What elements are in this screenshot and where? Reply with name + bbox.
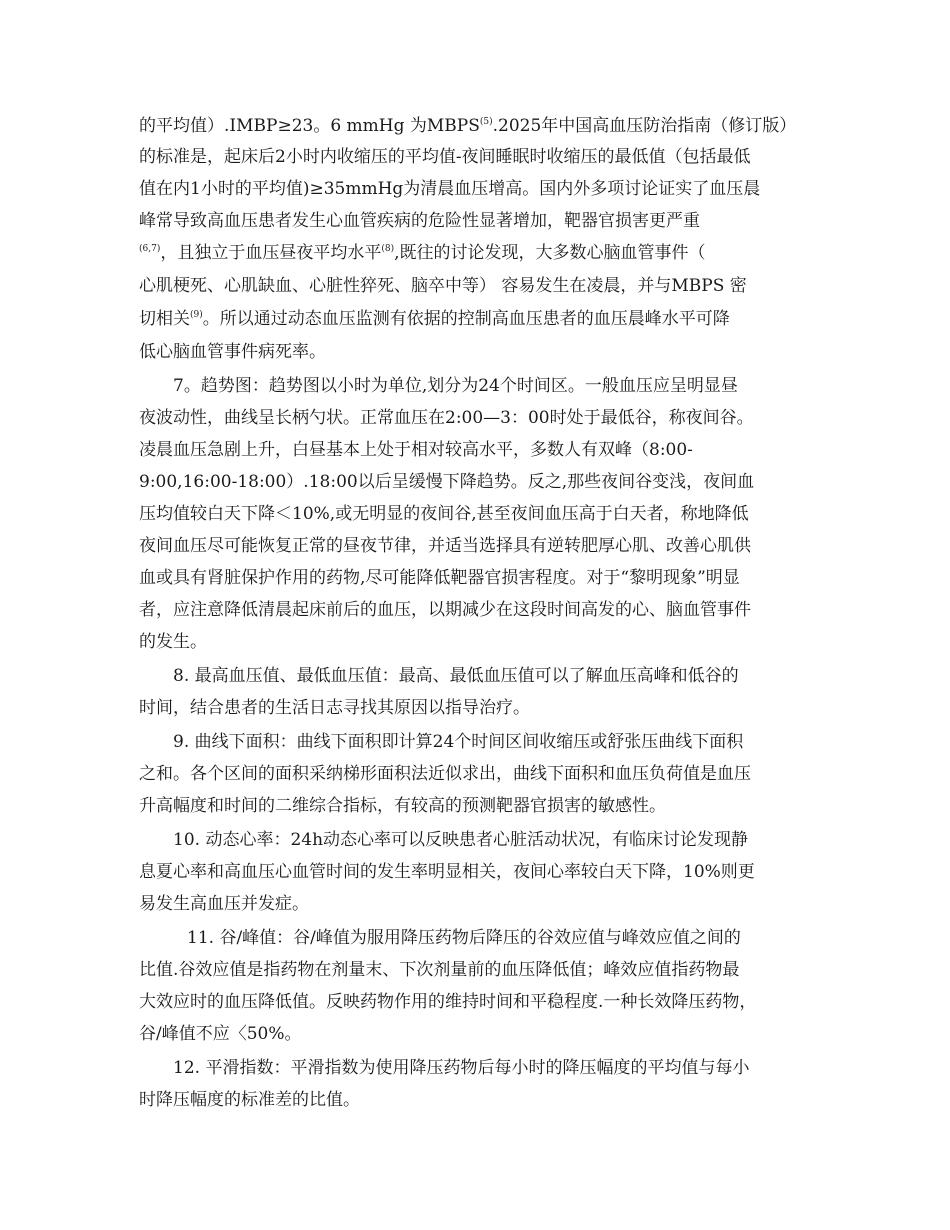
citation-ref: (6,7): [139, 244, 161, 254]
text-line: 大效应时的血压降低值。反映药物作用的维持时间和平稳程度.一种长效降压药物，: [139, 992, 757, 1012]
text-line: 时降压幅度的标准差的比值。: [139, 1090, 360, 1110]
text-line: 值在内1小时的平均值)≥35mmHg为清晨血压增高。国内外多项讨论证实了血压晨: [139, 179, 761, 199]
text-line: 凌晨血压急剧上升，白昼基本上处于相对较高水平，多数人有双峰（8:00-: [139, 440, 693, 460]
text-line: 血或具有肾脏保护作用的药物,尽可能降低靶器官损害程度。对于“黎明现象”明显: [139, 568, 740, 588]
text-line: 心肌梗死、心肌缺血、心脏性猝死、脑卒中等） 容易发生在凌晨，并与MBPS 密: [139, 276, 747, 296]
text-line: $^{(6,7)}$，且独立于血压昼夜平均水平$^{(8)}$,既往的讨论发现，大多数心脑血管事件（: [139, 243, 706, 263]
text-line: 的发生。: [139, 632, 207, 652]
text-line: 之和。各个区间的面积采纳梯形面积法近似求出，曲线下面积和血压负荷值是血压: [139, 764, 751, 784]
text-line: 时间，结合患者的生活日志寻找其原因以指导治疗。: [139, 698, 530, 718]
paragraph-start-10: 10. 动态心率：24h动态心率可以反映患者心脏活动状况，有临床讨论发现静: [173, 830, 749, 850]
text-line: 9:00,16:00-18:00）.18:00以后呈缓慢下降趋势。反之,那些夜间谷变浅，夜间血: [139, 472, 755, 492]
citation-ref: (8): [381, 244, 395, 254]
paragraph-start-9: 9. 曲线下面积：曲线下面积即计算24个时间区间收缩压或舒张压曲线下面积: [173, 732, 744, 752]
paragraph-start-7: 7。趋势图：趋势图以小时为单位,划分为24个时间区。一般血压应呈明显昼: [173, 376, 738, 396]
text-line: 压均值较白天下降＜10%,或无明显的夜间谷,甚至夜间血压高于白天者，称地降低: [139, 504, 749, 524]
text-line: 峰常导致高血压患者发生心血管疾病的危险性显著增加，靶器官损害更严重: [139, 211, 700, 231]
paragraph-start-11: 11. 谷/峰值：谷/峰值为服用降压药物后降压的谷效应值与峰效应值之间的: [187, 928, 741, 948]
text-line: 升高幅度和时间的二维综合指标，有较高的预测靶器官损害的敏感性。: [139, 796, 666, 816]
text-line: 的标准是，起床后2小时内收缩压的平均值-夜间睡眠时收缩压的最低值（包括最低: [139, 147, 751, 167]
text-line: 息夏心率和高血压心血管时间的发生率明显相关，夜间心率较白天下降，10%则更: [139, 862, 755, 882]
text-line: 低心脑血管事件病死率。: [139, 342, 326, 362]
text-line: 夜波动性，曲线呈长柄勺状。正常血压在2:00—3：00时处于最低谷，称夜间谷。: [139, 408, 754, 428]
citation-ref: (5): [479, 117, 493, 127]
text-line: 者，应注意降低清晨起床前后的血压，以期减少在这段时间高发的心、脑血管事件: [139, 600, 751, 620]
text-line: 易发生高血压并发症。: [139, 894, 309, 914]
paragraph-start-8: 8. 最高血压值、最低血压值：最高、最低血压值可以了解血压高峰和低谷的: [173, 666, 739, 686]
text-line: 比值.谷效应值是指药物在剂量末、下次剂量前的血压降低值；峰效应值指药物最: [139, 960, 740, 980]
text-line: 夜间血压尽可能恢复正常的昼夜节律，并适当选择具有逆转肥厚心肌、改善心肌供: [139, 536, 751, 556]
text-line: 的平均值）.IMBP≥23。6 mmHg 为MBPS$^{(5)}$.2025年中国高血压防治指南（修订版）: [139, 116, 797, 136]
paragraph-start-12: 12. 平滑指数：平滑指数为使用降压药物后每小时的降压幅度的平均值与每小: [173, 1058, 750, 1078]
text-line: 切相关$^{(9)}$。所以通过动态血压监测有依据的控制高血压患者的血压晨峰水平可降: [139, 309, 730, 329]
text-line: 谷/峰值不应〈50%。: [139, 1024, 302, 1044]
citation-ref: (9): [190, 310, 203, 320]
